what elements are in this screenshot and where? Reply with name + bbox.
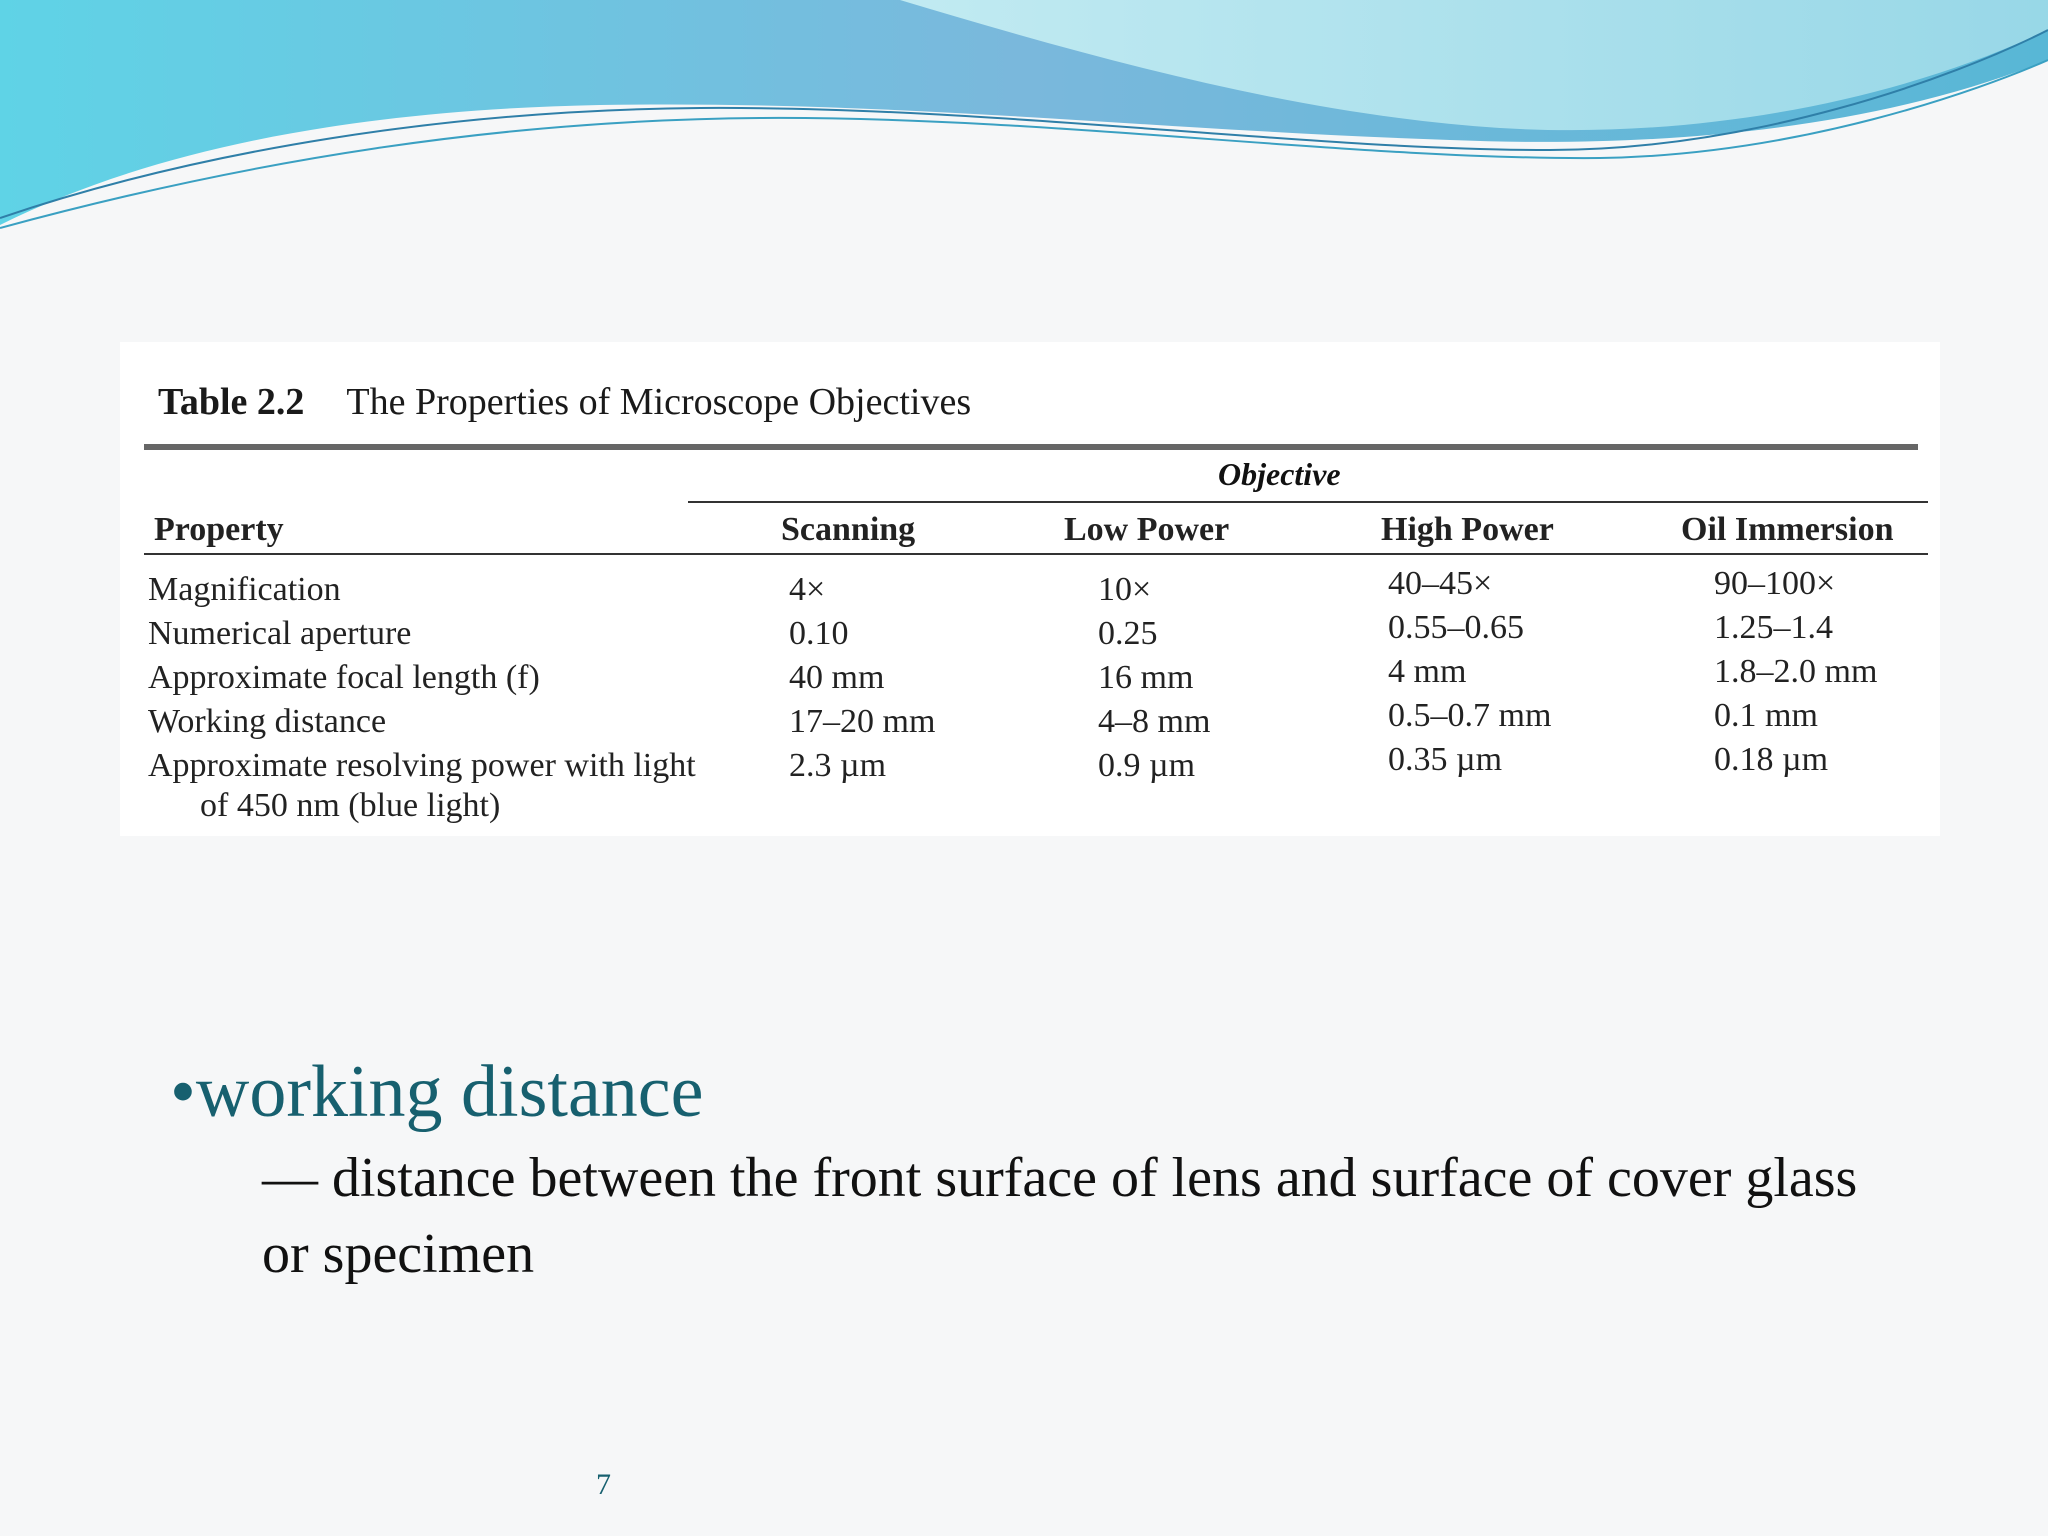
table-cell: 0.10 — [789, 615, 849, 652]
column-header-low-power: Low Power — [1064, 511, 1230, 548]
table-cell: 4–8 mm — [1098, 703, 1211, 740]
column-header-oil-immersion: Oil Immersion — [1681, 511, 1894, 548]
table-row-property: Approximate resolving power with light — [148, 747, 696, 784]
table-cell: 17–20 mm — [789, 703, 936, 740]
table-cell: 90–100× — [1714, 565, 1836, 602]
table-cell: 1.8–2.0 mm — [1714, 653, 1878, 690]
table-cell: 10× — [1098, 571, 1152, 608]
table-cell: 40–45× — [1388, 565, 1493, 602]
table-cell: 2.3 µm — [789, 747, 887, 784]
objective-group-label: Objective — [1218, 456, 1341, 492]
table-row-property: Numerical aperture — [148, 615, 412, 652]
table-row-property-continued: of 450 nm (blue light) — [200, 787, 501, 824]
table-row-property: Working distance — [148, 703, 387, 740]
table-cell: 1.25–1.4 — [1714, 609, 1833, 646]
table-cell: 0.5–0.7 mm — [1388, 697, 1552, 734]
table-cell: 0.35 µm — [1388, 741, 1503, 778]
table-cell: 0.25 — [1098, 615, 1158, 652]
table-cell: 0.55–0.65 — [1388, 609, 1524, 646]
table-title — [158, 380, 971, 424]
header-bottom-rule — [144, 553, 1928, 555]
bullet-heading: •working distance — [170, 1051, 704, 1133]
table-row-property: Magnification — [148, 571, 341, 608]
table-cell: 4 mm — [1388, 653, 1467, 690]
table-cell: 4× — [789, 571, 826, 608]
column-header-scanning: Scanning — [781, 511, 916, 548]
table-cell: 16 mm — [1098, 659, 1194, 696]
table-cell: 0.1 mm — [1714, 697, 1818, 734]
table-top-rule — [144, 444, 1918, 450]
table-row-property: Approximate focal length (f) — [148, 659, 540, 696]
table-caption: The Properties of Microscope Objectives — [346, 381, 972, 423]
table-cell: 0.9 µm — [1098, 747, 1196, 784]
properties-table — [120, 342, 1940, 836]
column-header-high-power: High Power — [1381, 511, 1554, 548]
table-cell: 40 mm — [789, 659, 885, 696]
bullet-definition: — distance between the front surface of lens and surface of cover glass or specimen — [262, 1147, 1858, 1285]
table-number: Table 2.2 — [158, 381, 305, 423]
column-header-property: Property — [154, 511, 284, 548]
objective-group-rule — [688, 501, 1928, 503]
table-cell: 0.18 µm — [1714, 741, 1829, 778]
header-wave-decoration — [0, 0, 2048, 240]
page-number: 7 — [596, 1468, 611, 1501]
